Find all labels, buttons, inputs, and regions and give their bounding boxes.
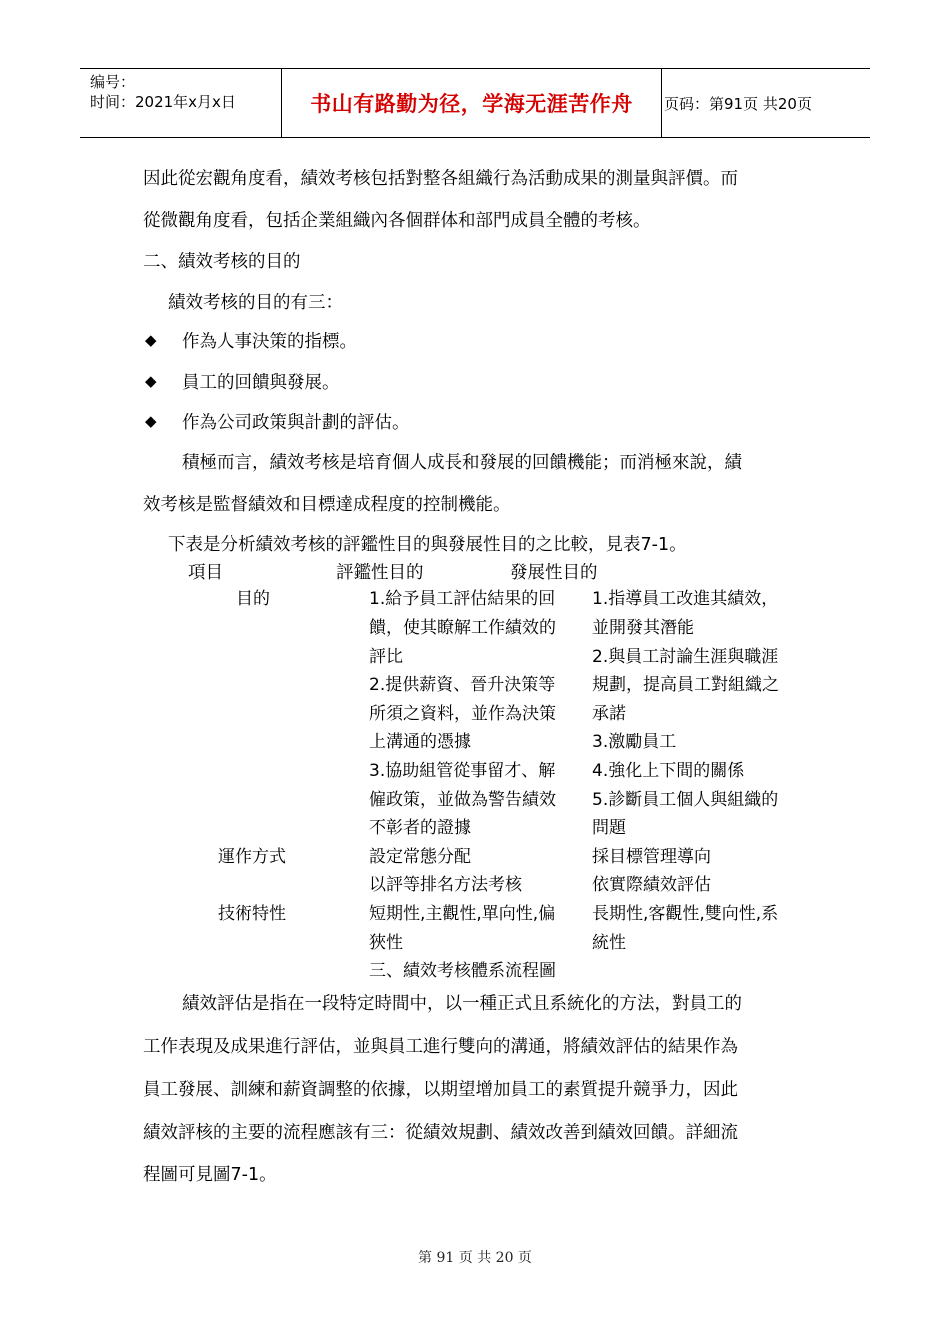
- row-label-operation: 運作方式: [218, 847, 286, 867]
- cell-line: 狹性: [369, 933, 403, 953]
- cell-line: 長期性,客觀性,雙向性,系: [592, 904, 779, 924]
- cell-line: 2.與員工討論生涯與職涯: [592, 647, 779, 667]
- cell-line: 並開發其潛能: [592, 618, 694, 638]
- header-page-info: [664, 69, 870, 137]
- bullet-item: 作為人事決策的指標。: [182, 332, 357, 352]
- cell-line: 5.診斷員工個人與組織的: [592, 790, 779, 810]
- paragraph-line: 因此從宏觀角度看，績效考核包括對整各組織行為活動成果的測量與評價。而: [143, 169, 738, 189]
- page-number-label: 页码：第91页 共20页: [664, 94, 812, 113]
- cell-line: 規劃，提高員工對組織之: [592, 675, 779, 695]
- paragraph-line: 程圖可見圖7-1。: [143, 1165, 277, 1185]
- cell-line: 採目標管理導向: [592, 847, 711, 867]
- paragraph-line: 效考核是監督績效和目標達成程度的控制機能。: [143, 495, 511, 515]
- cell-line: 問題: [592, 818, 626, 838]
- cell-line: 饋，使其瞭解工作績效的: [369, 618, 556, 638]
- cell-line: 僱政策，並做為警告績效: [369, 790, 556, 810]
- paragraph-line: 績效評核的主要的流程應該有三：從績效規劃、績效改善到績效回饋。詳細流: [143, 1123, 738, 1143]
- cell-line: 評比: [369, 647, 403, 667]
- section-heading: 三、績效考核體系流程圖: [369, 961, 556, 981]
- cell-line: 設定常態分配: [369, 847, 471, 867]
- cell-line: 3.激勵員工: [592, 732, 677, 752]
- row-label-technique: 技術特性: [218, 904, 286, 924]
- cell-line: 不彰者的證據: [369, 818, 471, 838]
- cell-line: 依實際績效評估: [592, 875, 711, 895]
- paragraph-line: 從微觀角度看，包括企業組織內各個群体和部門成員全體的考核。: [143, 211, 651, 231]
- table-header-item: 項目: [188, 563, 223, 583]
- cell-line: 2.提供薪資、晉升決策等: [369, 675, 556, 695]
- diamond-bullet-icon: ◆: [145, 412, 157, 430]
- paragraph-line: 積極而言，績效考核是培育個人成長和發展的回饋機能；而消極來說，績: [182, 453, 742, 473]
- cell-line: 短期性,主觀性,單向性,偏: [369, 904, 556, 924]
- diamond-bullet-icon: ◆: [145, 372, 157, 390]
- cell-line: 以評等排名方法考核: [369, 875, 522, 895]
- paragraph-line: 工作表現及成果進行評估，並與員工進行雙向的溝通，將績效評估的結果作為: [143, 1037, 738, 1057]
- table-header-developmental: 發展性目的: [510, 563, 598, 583]
- cell-line: 4.強化上下間的關係: [592, 761, 745, 781]
- section-heading: 二、績效考核的目的: [143, 252, 301, 272]
- diamond-bullet-icon: ◆: [145, 331, 157, 349]
- cell-line: 1.指導員工改進其績效，: [592, 589, 779, 609]
- row-label-purpose: 目的: [236, 589, 270, 609]
- header-meta: [80, 69, 282, 137]
- cell-line: 上溝通的憑據: [369, 732, 471, 752]
- table-header-evaluative: 評鑑性目的: [336, 563, 424, 583]
- bullet-item: 員工的回饋與發展。: [182, 373, 340, 393]
- document-number-label: 编号：: [90, 73, 136, 91]
- paragraph-line: 績效考核的目的有三：: [168, 293, 343, 313]
- page-header: [80, 68, 870, 138]
- table-intro: 下表是分析績效考核的評鑑性目的與發展性目的之比較，見表7-1。: [168, 535, 687, 555]
- header-motto: 书山有路勤为径，学海无涯苦作舟: [282, 69, 662, 137]
- paragraph-line: 員工發展、訓練和薪資調整的依據，以期望增加員工的素質提升競爭力，因此: [143, 1080, 738, 1100]
- bullet-item: 作為公司政策與計劃的評估。: [182, 413, 410, 433]
- cell-line: 統性: [592, 933, 626, 953]
- cell-line: 3.協助組管從事留才、解: [369, 761, 556, 781]
- page-footer: 第 91 页 共 20 页: [418, 1250, 532, 1266]
- paragraph-line: 績效評估是指在一段特定時間中，以一種正式且系統化的方法，對員工的: [182, 994, 742, 1014]
- cell-line: 1.給予員工評估結果的回: [369, 589, 556, 609]
- cell-line: 承諾: [592, 704, 626, 724]
- cell-line: 所須之資料，並作為決策: [369, 704, 556, 724]
- document-date-label: 时间：2021年x月x日: [90, 93, 236, 111]
